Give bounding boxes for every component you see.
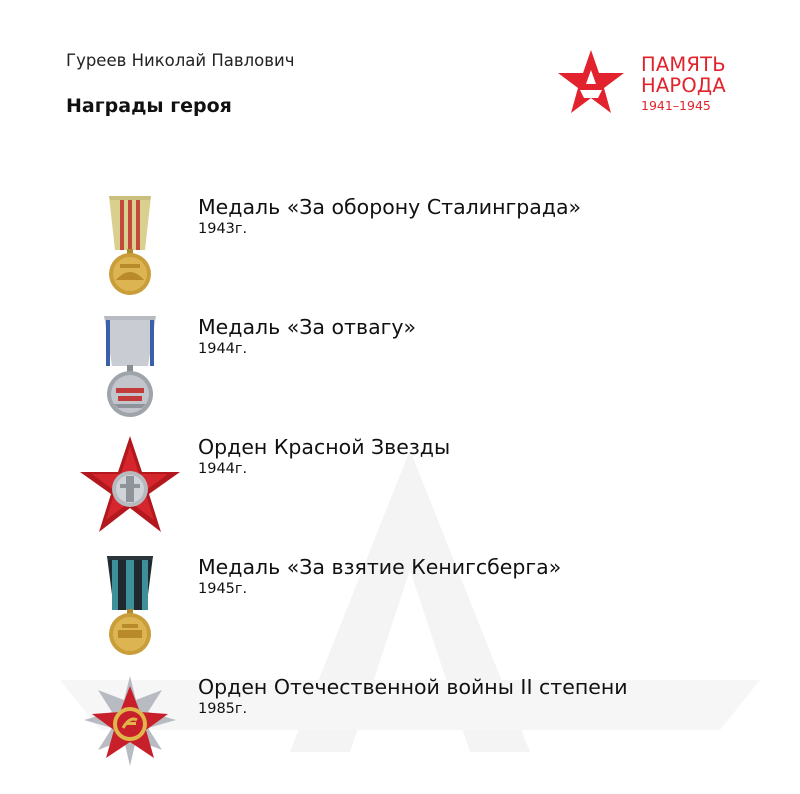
page-title: Награды героя [66,95,232,117]
award-name[interactable]: Медаль «За отвагу» [198,315,417,339]
award-item[interactable] [0,554,800,674]
award-text [198,194,581,238]
medal-courage-icon [76,314,184,422]
award-item[interactable] [0,314,800,434]
award-item[interactable] [0,194,800,314]
award-year: 1944г. [198,461,248,477]
logo-years: 1941–1945 [641,98,711,113]
award-text [198,554,561,598]
award-name[interactable]: Медаль «За оборону Сталинграда» [198,195,582,219]
person-name: Гуреев Николай Павлович [66,51,295,70]
award-name[interactable]: Медаль «За взятие Кенигсберга» [198,555,562,579]
award-year: 1943г. [198,221,248,237]
award-name[interactable]: Орден Отечественной войны II степени [198,675,628,699]
award-text [198,674,628,718]
award-item[interactable] [0,674,800,794]
logo-line-2: НАРОДА [641,74,726,97]
award-year: 1945г. [198,581,248,597]
award-text [198,434,450,478]
order-patriotic-war-icon [76,676,184,784]
logo-line-1: ПАМЯТЬ [641,53,726,76]
award-name[interactable]: Орден Красной Звезды [198,435,451,459]
award-year: 1985г. [198,701,248,717]
award-year: 1944г. [198,341,248,357]
award-text [198,314,416,358]
medal-koenigsberg-icon [76,554,184,662]
medal-stalingrad-icon [76,194,184,302]
order-red-star-icon [76,434,184,542]
award-item[interactable] [0,434,800,554]
